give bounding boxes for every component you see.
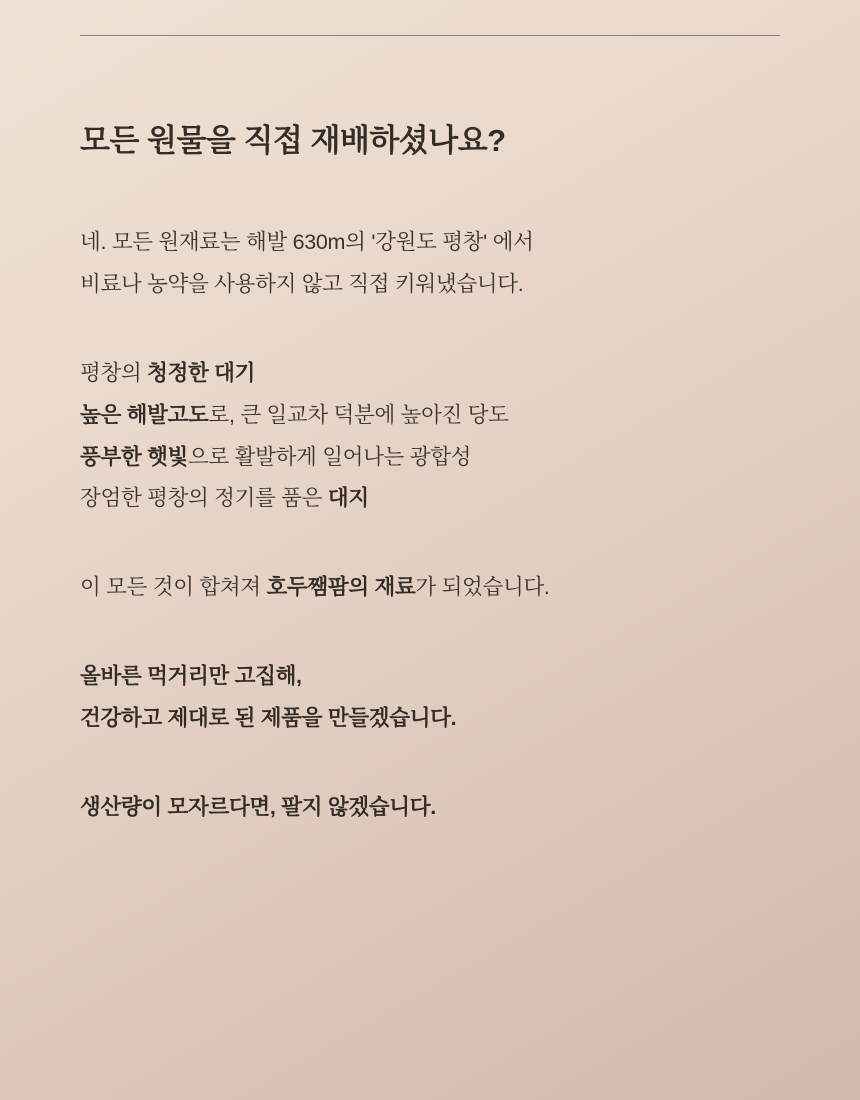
closing-text bbox=[80, 787, 800, 829]
conclusion-bold: 호두쨈팜의 재료 bbox=[266, 575, 416, 600]
page-title: 모든 원물을 직접 재배하셨나요? bbox=[80, 123, 506, 158]
conclusion-paragraph bbox=[80, 567, 800, 609]
feature-1-normal: 평창의 bbox=[80, 360, 148, 385]
features-paragraph bbox=[80, 353, 800, 521]
intro-text bbox=[80, 222, 800, 306]
promise-paragraph bbox=[80, 656, 800, 740]
feature-2-bold: 높은 해발고도 bbox=[80, 402, 209, 427]
feature-4-normal: 장엄한 평창의 정기를 품은 bbox=[80, 486, 328, 511]
feature-1-bold: 청정한 대기 bbox=[147, 360, 256, 385]
content-container bbox=[80, 120, 800, 876]
feature-line-2 bbox=[80, 395, 800, 437]
feature-line-3 bbox=[80, 437, 800, 479]
feature-3-bold: 풍부한 햇빛 bbox=[80, 444, 189, 469]
conclusion-pre: 이 모든 것이 합쳐져 bbox=[80, 575, 267, 600]
intro-line-1: 네. 모든 원재료는 해발 630m의 '강원도 평창' 에서 bbox=[80, 229, 534, 254]
feature-4-bold: 대지 bbox=[327, 486, 369, 511]
promise-line-2: 건강하고 제대로 된 제품을 만들겠습니다. bbox=[80, 706, 457, 731]
closing-paragraph bbox=[80, 787, 800, 829]
promise-line-1: 올바른 먹거리만 고집해, bbox=[80, 664, 302, 689]
feature-line-1 bbox=[80, 353, 800, 395]
feature-2-normal: 로, 큰 일교차 덕분에 높아진 당도 bbox=[208, 402, 509, 427]
intro-line-2: 비료나 농약을 사용하지 않고 직접 키워냈습니다. bbox=[80, 271, 524, 296]
intro-paragraph bbox=[80, 222, 800, 306]
conclusion-post: 가 되었습니다. bbox=[415, 575, 550, 600]
conclusion-line bbox=[80, 567, 800, 609]
feature-3-normal: 으로 활발하게 일어나는 광합성 bbox=[188, 444, 472, 469]
feature-line-4 bbox=[80, 478, 800, 520]
closing-line-1: 생산량이 모자르다면, 팔지 않겠습니다. bbox=[80, 795, 436, 820]
conclusion-text bbox=[80, 567, 800, 609]
top-divider bbox=[80, 35, 780, 36]
features-text bbox=[80, 353, 800, 521]
promise-text bbox=[80, 656, 800, 740]
